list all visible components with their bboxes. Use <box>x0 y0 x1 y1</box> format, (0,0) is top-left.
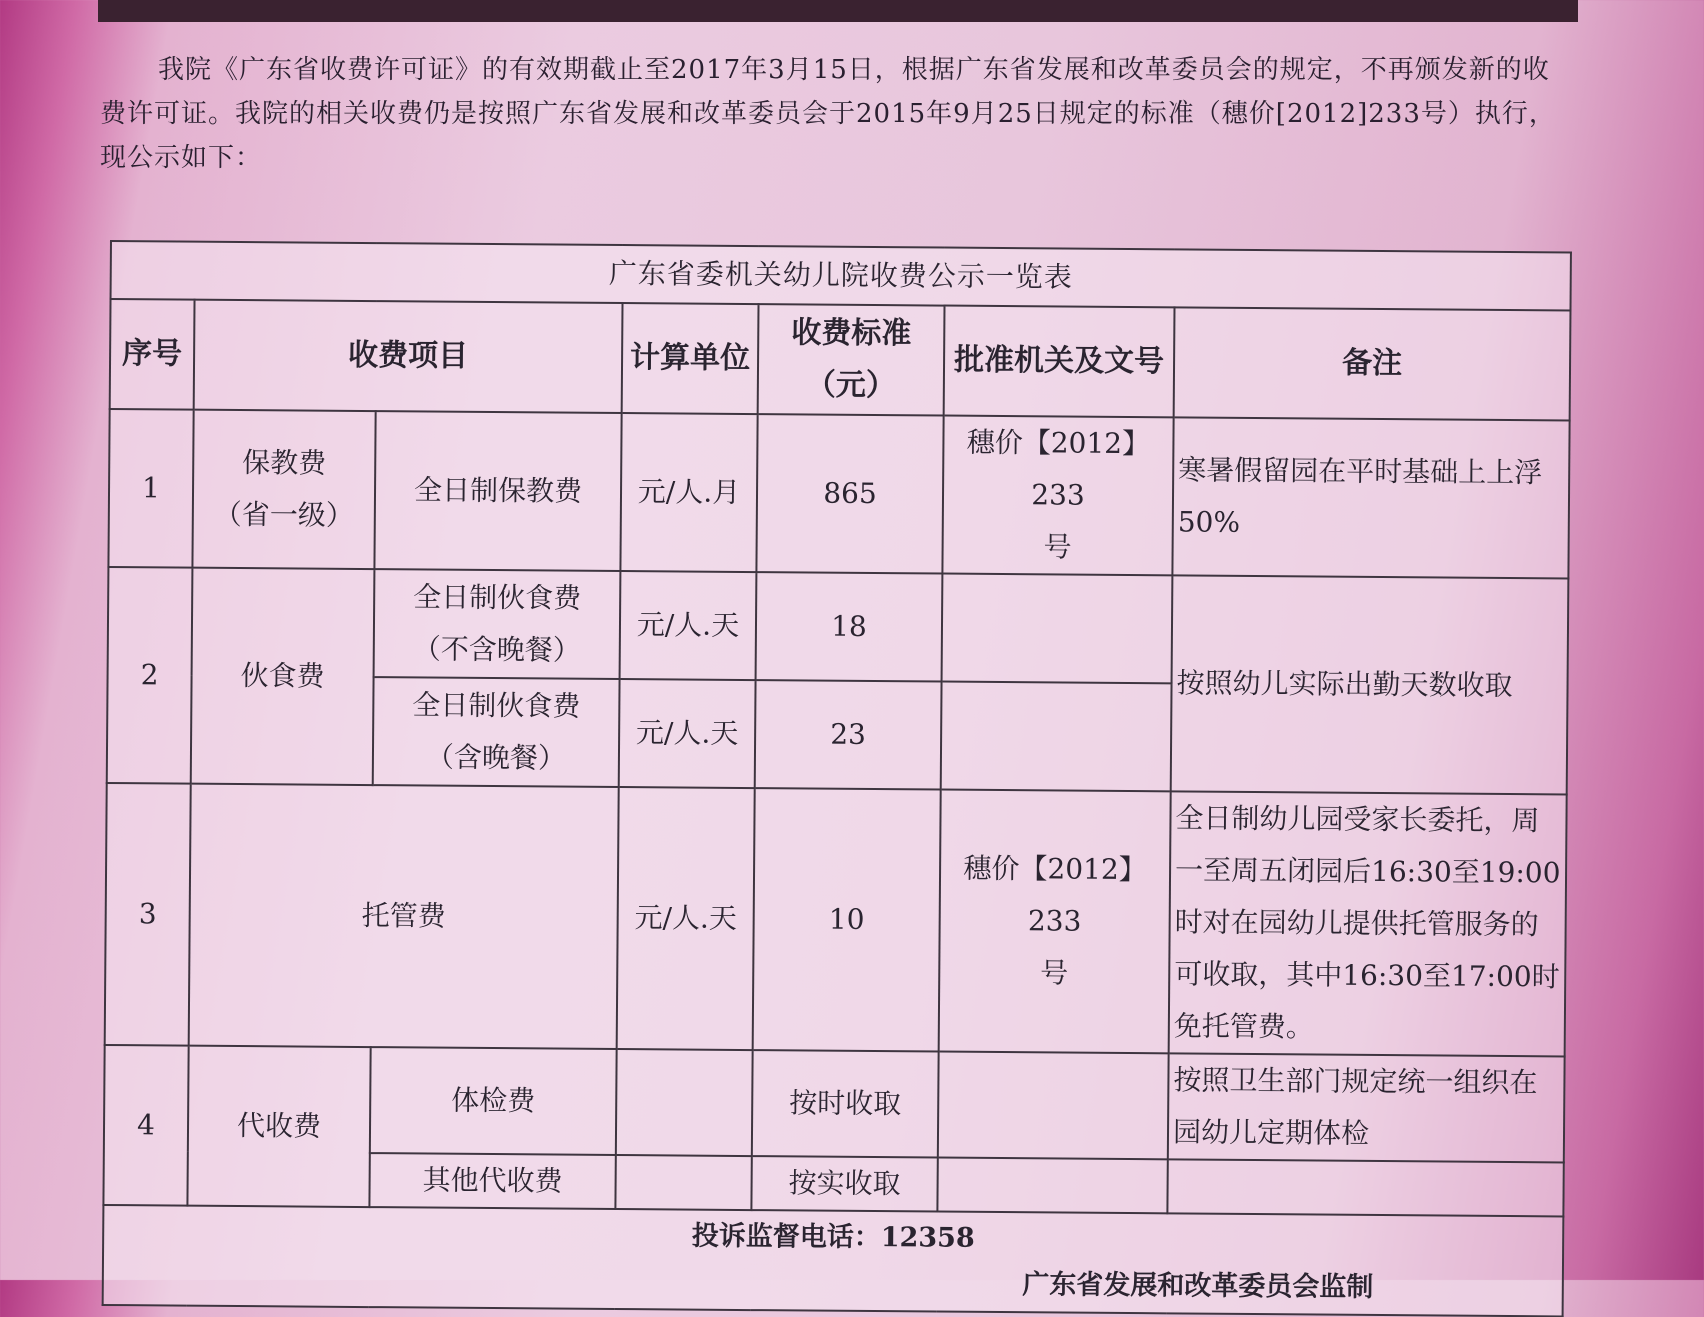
row3-approval <box>939 790 1171 1054</box>
header-standard-line1: 收费标准 <box>791 315 912 352</box>
row4b-standard: 按实收取 <box>751 1156 937 1211</box>
row4a-note: 按照卫生部门规定统一组织在园幼儿定期体检 <box>1168 1053 1565 1162</box>
header-seq: 序号 <box>110 299 195 410</box>
row1-category-line1: 保教费 <box>242 446 327 480</box>
table-footer <box>103 1205 1564 1316</box>
fee-table-wrapper <box>102 240 1570 1317</box>
table-row <box>108 567 1569 686</box>
row2a-standard: 18 <box>756 572 943 681</box>
row2b-standard: 23 <box>755 680 942 789</box>
row2a-unit: 元/人.天 <box>620 571 757 680</box>
row1-note: 寒暑假留园在平时基础上上浮50% <box>1172 417 1569 578</box>
header-note: 备注 <box>1174 307 1571 420</box>
header-item: 收费项目 <box>194 300 623 413</box>
row1-category <box>192 410 375 569</box>
row4a-approval <box>938 1052 1169 1160</box>
row2b-item-line1: 全日制伙食费 <box>412 688 581 723</box>
header-approval: 批准机关及文号 <box>944 306 1175 418</box>
row3-unit: 元/人.天 <box>617 787 755 1050</box>
complaint-hotline: 投诉监督电话：12358 <box>691 1220 975 1254</box>
intro-paragraph: 我院《广东省收费许可证》的有效期截止至2017年3月15日，根据广东省发展和改革委员会的规定，不再颁发新的收费许可证。我院的相关收费仍是按照广东省发展和改革委员会于2015年9月25日规定的标准（穗价[2012]233号）执行，现公示如下： <box>100 55 1556 173</box>
row4b-note <box>1167 1159 1564 1216</box>
row2a-item-line1: 全日制伙食费 <box>413 580 582 615</box>
row4b-unit <box>615 1155 751 1210</box>
row4b-approval <box>937 1158 1167 1214</box>
row2-note: 按照幼儿实际出勤天数收取 <box>1171 575 1569 794</box>
row2b-item-line2: （含晚餐） <box>425 740 567 775</box>
row1-item: 全日制保教费 <box>374 411 621 571</box>
fee-table <box>102 240 1572 1317</box>
row2a-item-line2: （不含晚餐） <box>412 632 581 667</box>
row3-note: 全日制幼儿园受家长委托，周一至周五闭园后16:30至19:00时对在园幼儿提供托管服务的可收取，其中16:30至17:00时免托管费。 <box>1169 791 1567 1056</box>
row1-seq: 1 <box>108 409 193 568</box>
row1-standard: 865 <box>756 414 943 573</box>
row4a-standard: 按时收取 <box>752 1050 939 1157</box>
row4b-item: 其他代收费 <box>369 1153 615 1209</box>
header-standard <box>758 304 945 415</box>
row2b-unit: 元/人.天 <box>619 679 756 788</box>
row4-seq: 4 <box>103 1045 188 1206</box>
row1-approval <box>942 416 1173 576</box>
row2a-approval <box>942 574 1173 684</box>
table-title: 广东省委机关幼儿院收费公示一览表 <box>111 241 1572 310</box>
row3-approval-line2: 号 <box>1040 956 1069 990</box>
issuer-label: 广东省发展和改革委员会监制 <box>1022 1269 1374 1303</box>
table-row <box>108 409 1569 578</box>
table-row <box>104 1045 1565 1162</box>
footer-cell <box>103 1205 1564 1316</box>
row1-category-line2: （省一级） <box>213 497 354 532</box>
row3-approval-line1: 穗价【2012】233 <box>963 851 1147 938</box>
row2b-approval <box>941 682 1172 792</box>
row1-approval-line2: 号 <box>1043 530 1072 564</box>
row3-item: 托管费 <box>189 784 619 1049</box>
row2-category: 伙食费 <box>191 568 375 785</box>
row3-standard: 10 <box>753 788 941 1051</box>
row4a-item: 体检费 <box>370 1047 617 1155</box>
row4a-unit <box>616 1049 753 1156</box>
header-standard-line2: （元） <box>805 367 897 404</box>
row2b-item <box>373 677 620 787</box>
row1-approval-line1: 穗价【2012】233 <box>966 425 1151 512</box>
row1-unit: 元/人.月 <box>620 413 757 572</box>
top-dark-bar <box>98 0 1578 22</box>
row2a-item <box>374 569 621 679</box>
header-unit: 计算单位 <box>622 303 759 414</box>
row3-seq: 3 <box>105 783 191 1046</box>
row2-seq: 2 <box>107 567 193 784</box>
row4-category: 代收费 <box>187 1046 370 1207</box>
table-row <box>105 783 1567 1056</box>
